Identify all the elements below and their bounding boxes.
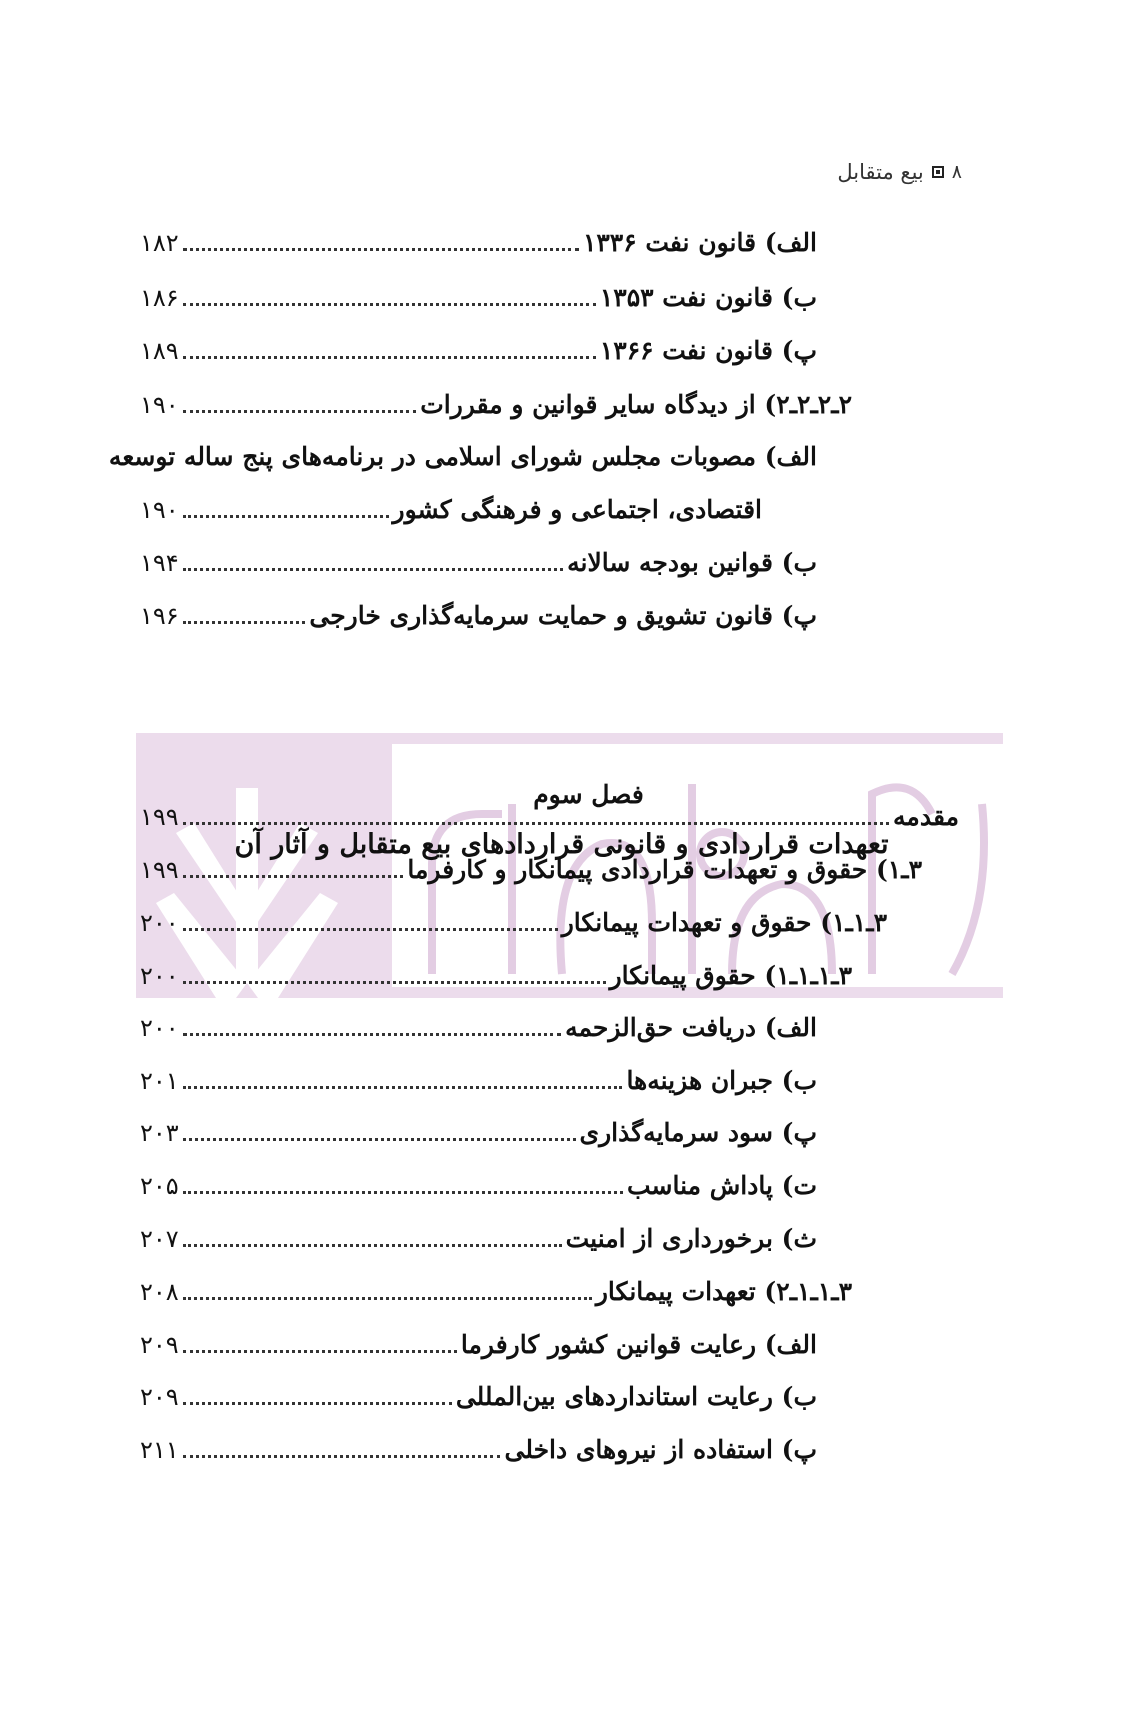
running-header bbox=[837, 160, 962, 184]
toc-entry-page: ۲۰۰ bbox=[140, 962, 179, 990]
toc-entry-page: ۱۹۴ bbox=[140, 549, 179, 577]
toc-entry-page: ۲۰۰ bbox=[140, 909, 179, 937]
toc-entry[interactable] bbox=[140, 1330, 817, 1359]
toc-entry-page: ۲۰۱ bbox=[140, 1067, 179, 1095]
dot-leader bbox=[183, 515, 389, 518]
dot-leader bbox=[183, 356, 596, 359]
toc-entry-page: ۲۱۱ bbox=[140, 1436, 179, 1464]
toc-entry-page: ۲۰۹ bbox=[140, 1331, 179, 1359]
square-bullet-icon bbox=[932, 166, 944, 178]
toc-entry[interactable] bbox=[140, 908, 887, 937]
toc-entry[interactable] bbox=[140, 1013, 817, 1042]
toc-entry[interactable] bbox=[140, 601, 817, 630]
toc-entry-page: ۱۹۰ bbox=[140, 391, 179, 419]
toc-entry[interactable] bbox=[140, 1277, 852, 1306]
toc-entry[interactable] bbox=[140, 283, 817, 312]
dot-leader bbox=[183, 1297, 592, 1300]
dot-leader bbox=[183, 621, 306, 624]
toc-entry-page: ۱۹۶ bbox=[140, 602, 179, 630]
toc-entry-page: ۲۰۹ bbox=[140, 1383, 179, 1411]
dot-leader bbox=[183, 1244, 562, 1247]
dot-leader bbox=[183, 410, 417, 413]
toc-entry-label: ۳ـ۱ـ۱ـ۲) تعهدات پیمانکار bbox=[595, 1277, 852, 1306]
header-page-number: ۸ bbox=[951, 161, 962, 183]
toc-entry-page: ۱۹۹ bbox=[140, 803, 179, 831]
toc-entry-label: ث) برخورداری از امنیت bbox=[565, 1224, 817, 1253]
toc-entry[interactable] bbox=[108, 442, 817, 471]
dot-leader bbox=[183, 875, 404, 878]
toc-entry-label: ۳ـ۱ـ۱ـ۱) حقوق پیمانکار bbox=[609, 961, 852, 990]
toc-entry-label: الف) مصوبات مجلس شورای اسلامی در برنامه‌های پنج ساله توسعه bbox=[108, 442, 817, 471]
toc-entry-page: ۱۸۹ bbox=[140, 337, 179, 365]
toc-entry-label: ب) رعایت استانداردهای بین‌المللی bbox=[455, 1382, 817, 1411]
toc-entry-page: ۲۰۸ bbox=[140, 1278, 179, 1306]
toc-entry[interactable] bbox=[140, 1171, 817, 1200]
toc-entry[interactable] bbox=[140, 1118, 817, 1147]
dot-leader bbox=[183, 1138, 576, 1141]
toc-entry[interactable] bbox=[140, 1066, 817, 1095]
dot-leader bbox=[183, 981, 606, 984]
toc-entry-label: اقتصادی، اجتماعی و فرهنگی کشور bbox=[392, 495, 762, 524]
dot-leader bbox=[183, 1402, 452, 1405]
toc-entry-label: مقدمه bbox=[893, 802, 959, 831]
toc-entry-label: ب) قانون نفت ۱۳۵۳ bbox=[599, 283, 817, 312]
toc-entry-label: پ) استفاده از نیروهای داخلی bbox=[504, 1435, 817, 1464]
dot-leader bbox=[183, 1191, 623, 1194]
toc-entry-label: الف) قانون نفت ۱۳۳۶ bbox=[582, 228, 817, 257]
toc-entry-page: ۱۹۹ bbox=[140, 856, 179, 884]
chapter-title: تعهدات قراردادی و قانونی قراردادهای بیع متقابل و آثار آن bbox=[234, 829, 889, 860]
toc-entry-label: ۳ـ۱ـ۱) حقوق و تعهدات پیمانکار bbox=[561, 908, 887, 937]
toc-entry-page: ۲۰۵ bbox=[140, 1172, 179, 1200]
toc-entry-page: ۲۰۰ bbox=[140, 1014, 179, 1042]
toc-entry-label: ب) جبران هزینه‌ها bbox=[626, 1066, 817, 1095]
toc-entry-page: ۱۹۰ bbox=[140, 496, 179, 524]
dot-leader bbox=[183, 1033, 561, 1036]
toc-entry-label: ت) پاداش مناسب bbox=[627, 1171, 817, 1200]
toc-entry-page: ۲۰۳ bbox=[140, 1119, 179, 1147]
toc-entry[interactable] bbox=[140, 495, 762, 524]
toc-entry[interactable] bbox=[140, 961, 852, 990]
toc-entry-label: پ) قانون تشویق و حمایت سرمایه‌گذاری خارجی bbox=[309, 601, 817, 630]
dot-leader bbox=[183, 822, 889, 825]
toc-entry-page: ۲۰۷ bbox=[140, 1225, 179, 1253]
dot-leader bbox=[183, 1086, 623, 1089]
toc-entry[interactable] bbox=[140, 1435, 817, 1464]
toc-entry-page: ۱۸۲ bbox=[140, 229, 179, 257]
dot-leader bbox=[183, 303, 596, 306]
toc-entry-page: ۱۸۶ bbox=[140, 284, 179, 312]
toc-entry-label: ۳ـ۱) حقوق و تعهدات قراردادی پیمانکار و کارفرما bbox=[407, 855, 922, 884]
toc-entry-label: پ) سود سرمایه‌گذاری bbox=[579, 1118, 817, 1147]
toc-entry[interactable] bbox=[140, 1224, 817, 1253]
toc-entry[interactable] bbox=[140, 336, 817, 365]
toc-entry[interactable] bbox=[140, 390, 852, 419]
toc-entry[interactable] bbox=[140, 802, 959, 831]
toc-entry-label: ۲ـ۲ـ۲ـ۲) از دیدگاه سایر قوانین و مقررات bbox=[420, 390, 852, 419]
dot-leader bbox=[183, 928, 558, 931]
dot-leader bbox=[183, 1455, 501, 1458]
toc-entry-label: ب) قوانین بودجه سالانه bbox=[567, 548, 817, 577]
header-book-title: بیع متقابل bbox=[837, 160, 924, 184]
toc-entry[interactable] bbox=[140, 855, 922, 884]
toc-entry[interactable] bbox=[140, 228, 817, 257]
chapter-number: فصل سوم bbox=[533, 780, 644, 809]
dot-leader bbox=[183, 1350, 457, 1353]
toc-entry[interactable] bbox=[140, 1382, 817, 1411]
toc-entry-label: الف) دریافت حق‌الزحمه bbox=[565, 1013, 817, 1042]
toc-entry-label: پ) قانون نفت ۱۳۶۶ bbox=[599, 336, 817, 365]
toc-entry-label: الف) رعایت قوانین کشور کارفرما bbox=[460, 1330, 817, 1359]
dot-leader bbox=[183, 248, 579, 251]
dot-leader bbox=[183, 568, 563, 571]
toc-entry[interactable] bbox=[140, 548, 817, 577]
